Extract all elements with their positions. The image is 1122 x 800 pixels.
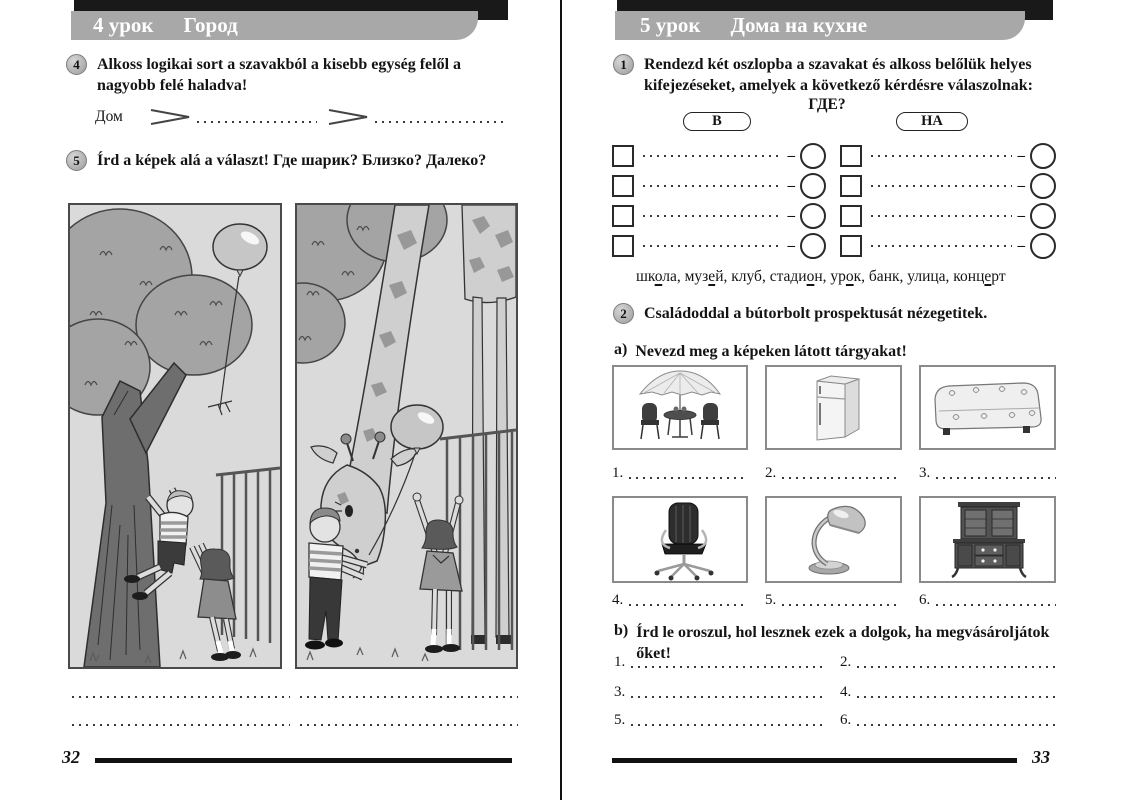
write-blank[interactable] [857, 724, 1056, 726]
write-blank[interactable] [936, 477, 1056, 479]
match-row [612, 201, 826, 231]
write-blank[interactable] [629, 477, 747, 479]
answer-checkbox[interactable] [840, 145, 862, 167]
exercise-instruction: Rendezd két oszlopba a szavakat és alkoss belőlük helyes kifejezéseket, amelyek a következő kérdésre válaszolnak: [644, 56, 1033, 95]
right-page [612, 0, 1056, 800]
write-blank[interactable] [782, 604, 901, 606]
column-label-v: В [683, 112, 751, 131]
line-number: 3. [614, 684, 626, 700]
v-column-rows [612, 141, 826, 261]
write-blank[interactable] [857, 666, 1056, 668]
match-row [612, 231, 826, 261]
left-page [62, 0, 520, 800]
answer-checkbox[interactable] [840, 205, 862, 227]
answer-checkbox[interactable] [612, 145, 634, 167]
na-column-rows [840, 141, 1056, 261]
dash-separator: – [787, 177, 795, 194]
seed-word: Дом [95, 108, 123, 125]
column-label-na: НА [896, 112, 968, 131]
page-number: 32 [62, 747, 80, 767]
dash-separator: – [1017, 147, 1025, 164]
write-blank[interactable] [375, 121, 503, 123]
word-bank: школа, музей, клуб, стадион, урок, банк, улица, концерт [636, 268, 1006, 285]
write-blank[interactable] [871, 215, 1012, 217]
write-blank[interactable] [300, 696, 518, 698]
greater-than-arrow-icon [327, 108, 369, 126]
write-blank[interactable] [197, 121, 317, 123]
write-blank[interactable] [631, 724, 822, 726]
write-blank[interactable] [643, 155, 782, 157]
lesson-topic: Дома на кухне [730, 13, 868, 37]
line-number: 2. [840, 654, 852, 670]
write-blank[interactable] [871, 185, 1012, 187]
answer-circle[interactable] [800, 173, 826, 199]
match-row [840, 231, 1056, 261]
match-row [840, 171, 1056, 201]
footer-rule [612, 758, 1017, 763]
item-number: 3. [919, 465, 931, 481]
part-b-instruction: Írd le oroszul, hol lesznek ezek a dolgok, ha megvásároljátok őket! [636, 624, 1050, 663]
write-blank[interactable] [643, 185, 782, 187]
answer-circle[interactable] [800, 233, 826, 259]
line-number: 5. [614, 712, 626, 728]
write-blank[interactable] [643, 245, 782, 247]
answer-checkbox[interactable] [612, 175, 634, 197]
write-blank[interactable] [871, 155, 1012, 157]
item-number: 2. [765, 465, 777, 481]
match-row [840, 201, 1056, 231]
write-blank[interactable] [936, 604, 1056, 606]
dash-separator: – [1017, 237, 1025, 254]
write-blank[interactable] [871, 245, 1012, 247]
item-number: 1. [612, 465, 624, 481]
part-b-label: b) [614, 622, 629, 639]
match-row [840, 141, 1056, 171]
furniture-image-office-chair [612, 496, 748, 583]
furniture-image-sofa [919, 365, 1056, 450]
exercise-badge: 5 [66, 150, 87, 171]
exercise-badge: 1 [613, 54, 634, 75]
write-blank[interactable] [643, 215, 782, 217]
picture-giraffe-balloon [295, 203, 518, 669]
item-number: 5. [765, 592, 777, 608]
answer-circle[interactable] [1030, 233, 1056, 259]
dash-separator: – [787, 237, 795, 254]
lesson-number-label: 5 урок [640, 13, 701, 37]
dash-separator: – [1017, 207, 1025, 224]
exercise-intro: Családoddal a bútorbolt prospektusát nézegetitek. [644, 305, 988, 322]
write-blank[interactable] [72, 696, 290, 698]
question-where: ГДЕ? [808, 96, 846, 113]
answer-circle[interactable] [800, 203, 826, 229]
answer-checkbox[interactable] [840, 175, 862, 197]
part-a-label: a) [614, 341, 628, 358]
page-number: 33 [1032, 747, 1050, 767]
line-number: 6. [840, 712, 852, 728]
lesson-number-label: 4 урок [93, 13, 154, 37]
exercise-instruction: Írd a képek alá a választ! Где шарик? Близко? Далеко? [97, 152, 487, 169]
write-blank[interactable] [631, 696, 822, 698]
footer-rule [95, 758, 512, 763]
lesson-header [615, 11, 1025, 40]
page-divider [560, 0, 562, 800]
exercise-instruction: Alkoss logikai sort a szavakból a kisebb egység felől a nagyobb felé haladva! [97, 56, 462, 95]
line-number: 4. [840, 684, 852, 700]
answer-circle[interactable] [1030, 173, 1056, 199]
furniture-image-desk-lamp [765, 496, 902, 583]
answer-checkbox[interactable] [612, 205, 634, 227]
exercise-badge: 4 [66, 54, 87, 75]
match-row [612, 141, 826, 171]
dash-separator: – [787, 147, 795, 164]
write-blank[interactable] [72, 724, 290, 726]
item-number: 6. [919, 592, 931, 608]
write-blank[interactable] [857, 696, 1056, 698]
answer-circle[interactable] [800, 143, 826, 169]
lesson-header [71, 11, 478, 40]
dash-separator: – [1017, 177, 1025, 194]
picture-children-tree-balloon [68, 203, 282, 669]
furniture-image-patio-table-set [612, 365, 748, 450]
match-row [612, 171, 826, 201]
line-number: 1. [614, 654, 626, 670]
write-blank[interactable] [631, 666, 822, 668]
write-blank[interactable] [300, 724, 518, 726]
furniture-image-refrigerator [765, 365, 902, 450]
furniture-image-cabinet [919, 496, 1056, 583]
item-number: 4. [612, 592, 624, 608]
answer-circle[interactable] [1030, 143, 1056, 169]
exercise-badge: 2 [613, 303, 634, 324]
answer-circle[interactable] [1030, 203, 1056, 229]
write-blank[interactable] [782, 477, 901, 479]
answer-checkbox[interactable] [840, 235, 862, 257]
dash-separator: – [787, 207, 795, 224]
lesson-topic: Город [183, 13, 238, 37]
greater-than-arrow-icon [149, 108, 191, 126]
write-blank[interactable] [629, 604, 747, 606]
answer-checkbox[interactable] [612, 235, 634, 257]
part-a-instruction: Nevezd meg a képeken látott tárgyakat! [635, 343, 907, 360]
